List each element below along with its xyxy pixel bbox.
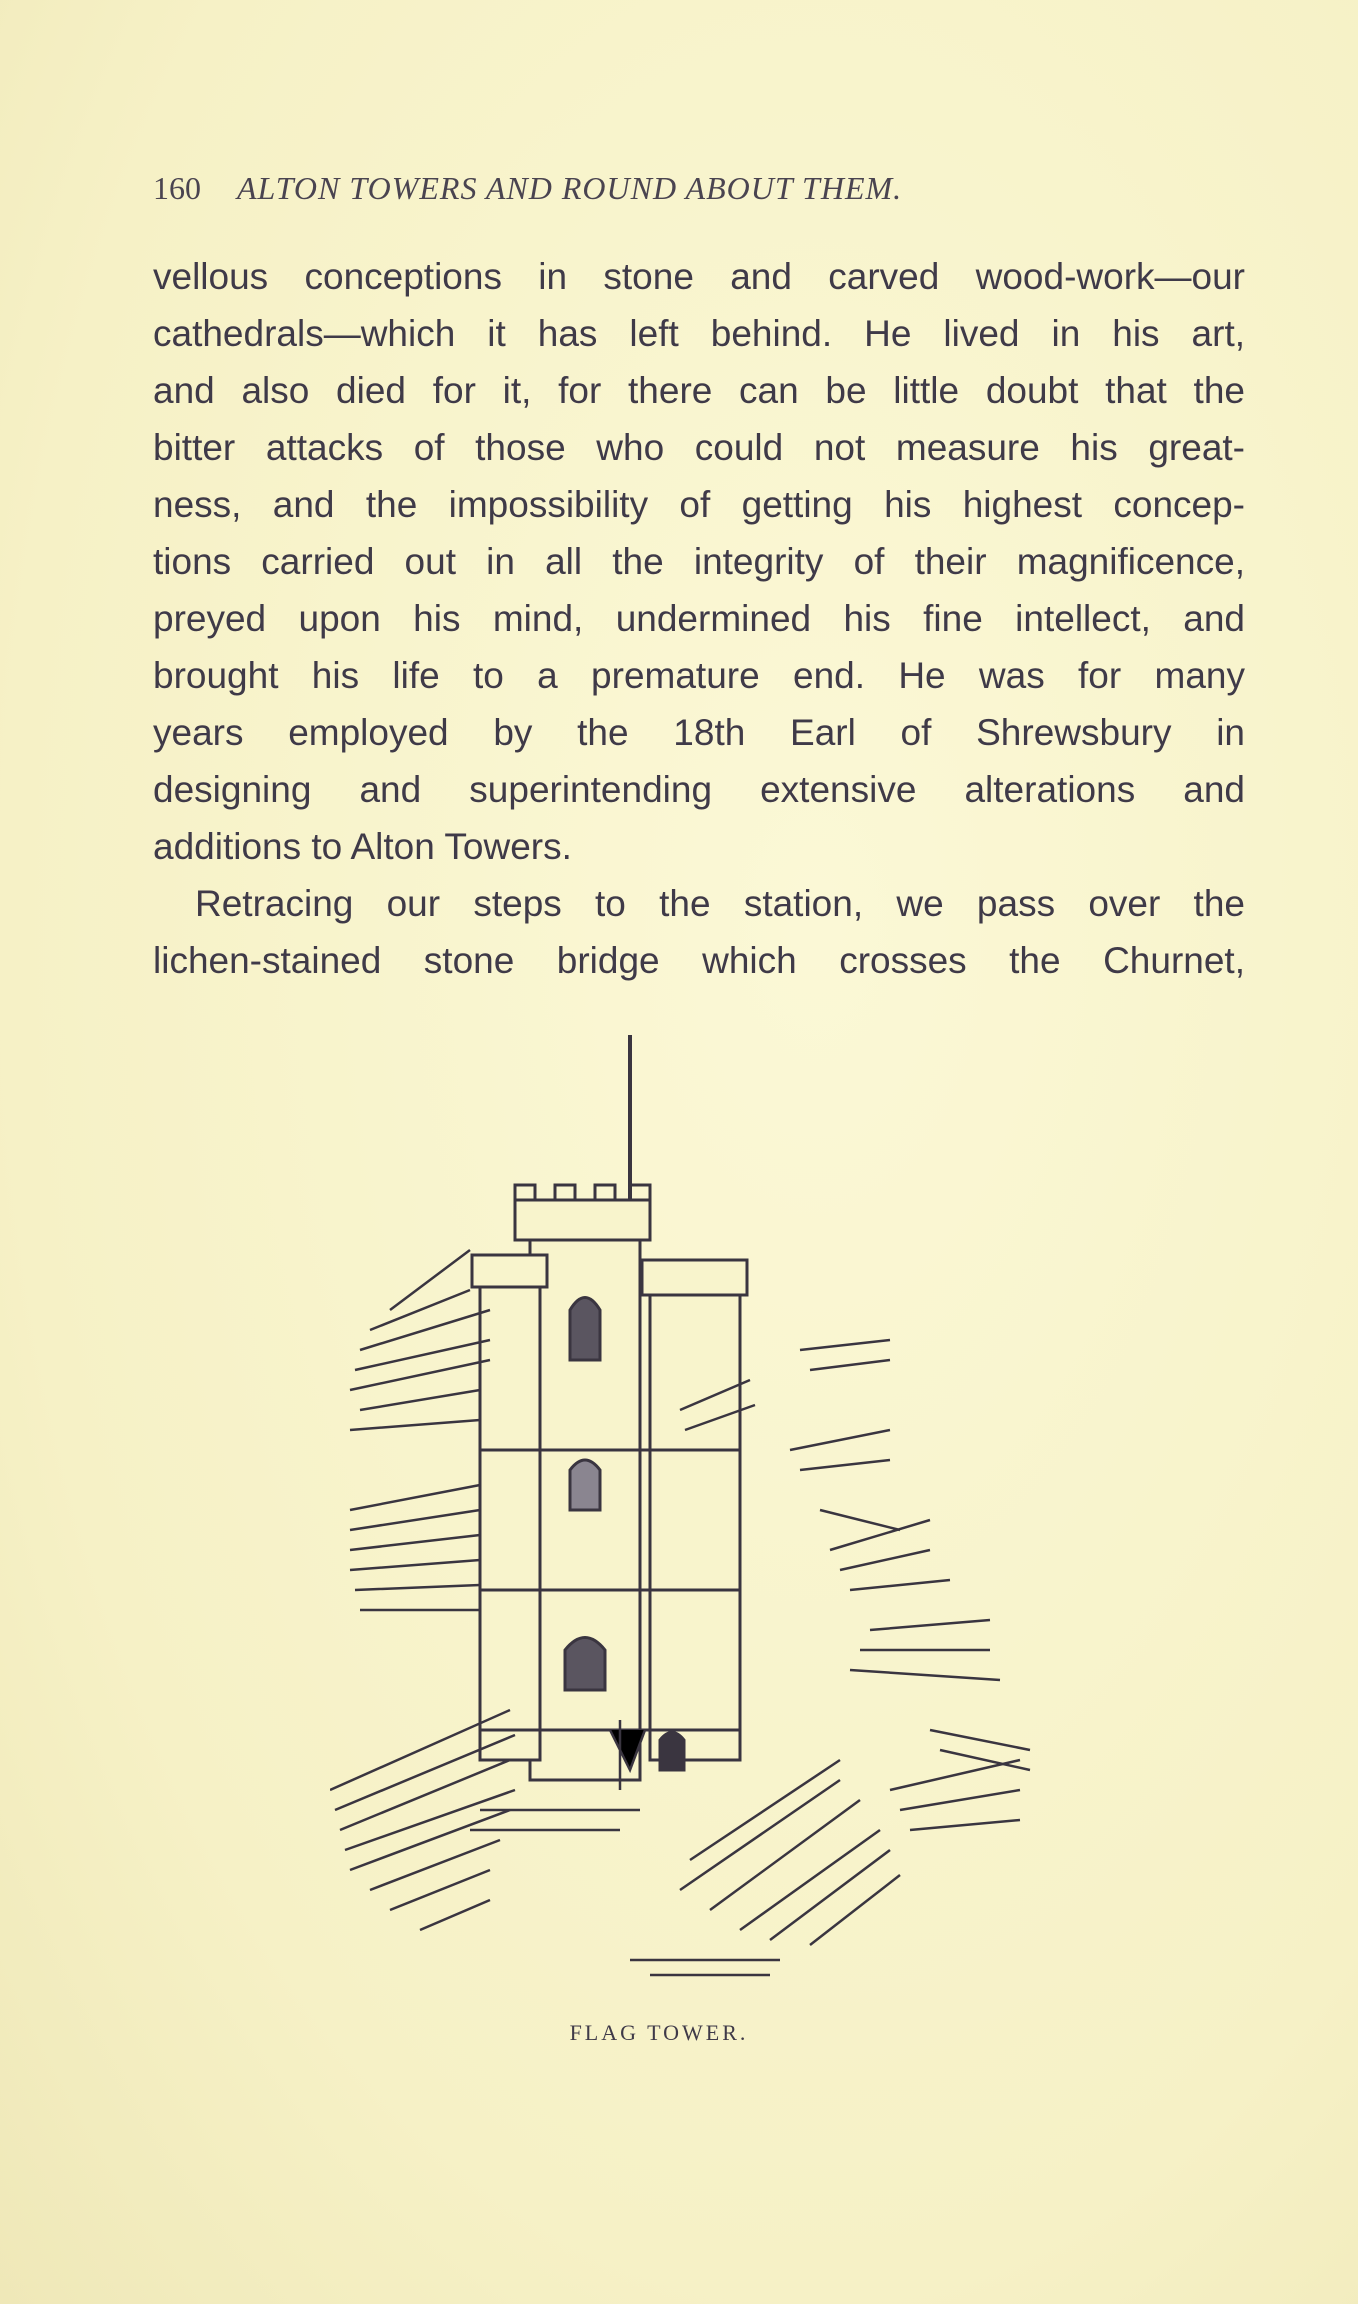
text-line: ness, and the impossibility of getting his highest concep- [153, 484, 1245, 525]
text-line: cathedrals—which it has left behind. He lived in his art, [153, 313, 1245, 354]
text-line: vellous conceptions in stone and carved wood-work—our [153, 256, 1245, 297]
page-number: 160 [153, 170, 201, 206]
text-line: and also died for it, for there can be little doubt that the [153, 370, 1245, 411]
body-text [153, 248, 1245, 989]
text-line: designing and superintending extensive alterations and [153, 769, 1245, 810]
text-line: Retracing our steps to the station, we pass over the [195, 883, 1245, 924]
figure-caption [0, 2020, 1358, 2046]
caption-text: FLAG TOWER. [569, 2020, 749, 2045]
text-line: preyed upon his mind, undermined his fine intellect, and [153, 598, 1245, 639]
text-line: tions carried out in all the integrity of their magnificence, [153, 541, 1245, 582]
text-line: lichen-stained stone bridge which crosses the Churnet, [153, 940, 1245, 981]
text-line: bitter attacks of those who could not measure his great- [153, 427, 1245, 468]
running-header [153, 170, 1243, 207]
running-title: ALTON TOWERS AND ROUND ABOUT THEM. [237, 170, 903, 206]
text-line: brought his life to a premature end. He was for many [153, 655, 1245, 696]
flag-tower-illustration [330, 1030, 1080, 1990]
text-line: years employed by the 18th Earl of Shrewsbury in [153, 712, 1245, 753]
text-line: additions to Alton Towers. [153, 826, 572, 867]
